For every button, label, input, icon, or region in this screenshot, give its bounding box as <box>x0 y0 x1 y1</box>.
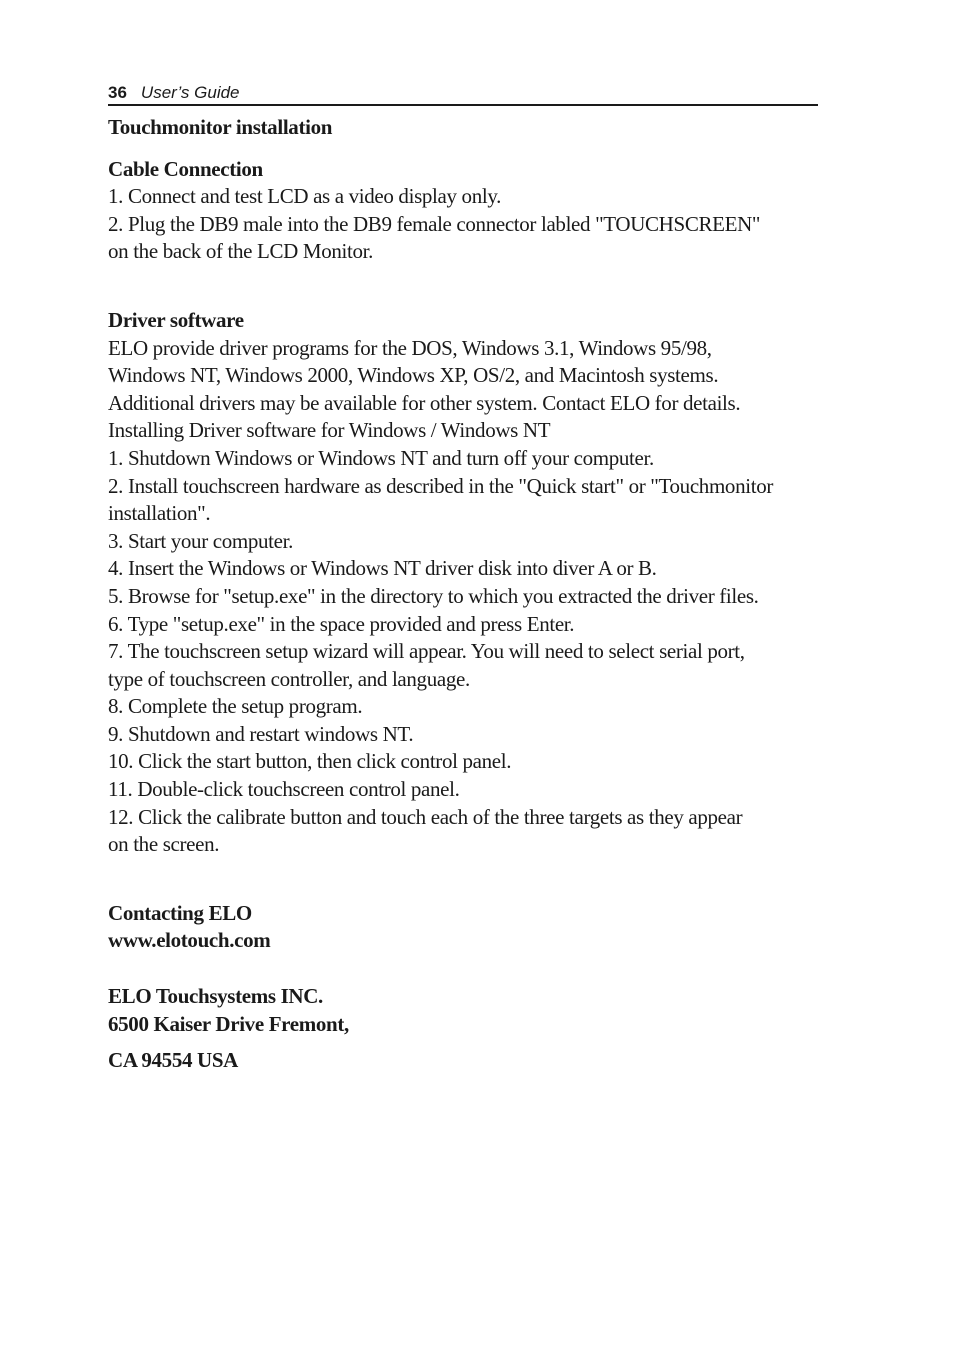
address-line-2: CA 94554 USA <box>108 1048 238 1073</box>
contact-heading: Contacting ELO <box>108 900 252 925</box>
driver-step: 12. Click the calibrate button and touch each of the three targets as they appear <box>108 804 743 829</box>
cable-step: on the back of the LCD Monitor. <box>108 239 374 264</box>
driver-step: 5. Browse for "setup.exe" in the directory to which you extracted the driver files. <box>108 583 759 608</box>
contact-website: www.elotouch.com <box>108 928 271 953</box>
driver-step: type of touchscreen controller, and language. <box>108 666 470 691</box>
driver-intro-line: Installing Driver software for Windows / Windows NT <box>108 418 551 443</box>
driver-step: 11. Double-click touchscreen control panel. <box>108 777 460 802</box>
guide-title: User’s Guide <box>140 83 240 102</box>
driver-step: 8. Complete the setup program. <box>108 694 363 719</box>
page-header <box>108 82 818 106</box>
driver-step: 1. Shutdown Windows or Windows NT and turn off your computer. <box>108 445 654 470</box>
cable-heading: Cable Connection <box>108 156 263 181</box>
driver-step: 7. The touchscreen setup wizard will appear. You will need to select serial port, <box>108 639 745 664</box>
driver-heading: Driver software <box>108 307 244 332</box>
driver-step: 2. Install touchscreen hardware as described in the "Quick start" or "Touchmonitor <box>108 473 773 498</box>
section-title: Touchmonitor installation <box>108 115 333 139</box>
page-number: 36 <box>108 83 127 102</box>
driver-step: 10. Click the start button, then click control panel. <box>108 749 512 774</box>
page-content <box>108 114 828 1075</box>
driver-step: installation". <box>108 501 211 526</box>
driver-step: 9. Shutdown and restart windows NT. <box>108 721 414 746</box>
driver-step: 6. Type "setup.exe" in the space provided and press Enter. <box>108 611 575 636</box>
driver-step: on the screen. <box>108 832 220 857</box>
cable-step: 2. Plug the DB9 male into the DB9 female connector labled "TOUCHSCREEN" <box>108 211 761 236</box>
driver-step: 3. Start your computer. <box>108 528 294 553</box>
driver-step: 4. Insert the Windows or Windows NT driver disk into diver A or B. <box>108 556 657 581</box>
address-line-1: 6500 Kaiser Drive Fremont, <box>108 1011 349 1036</box>
company-name: ELO Touchsystems INC. <box>108 984 323 1009</box>
driver-intro-line: Additional drivers may be available for other system. Contact ELO for details. <box>108 390 741 415</box>
cable-step: 1. Connect and test LCD as a video display only. <box>108 184 502 209</box>
driver-intro-line: ELO provide driver programs for the DOS, Windows 3.1, Windows 95/98, <box>108 335 712 360</box>
driver-intro-line: Windows NT, Windows 2000, Windows XP, OS/2, and Macintosh systems. <box>108 363 719 388</box>
